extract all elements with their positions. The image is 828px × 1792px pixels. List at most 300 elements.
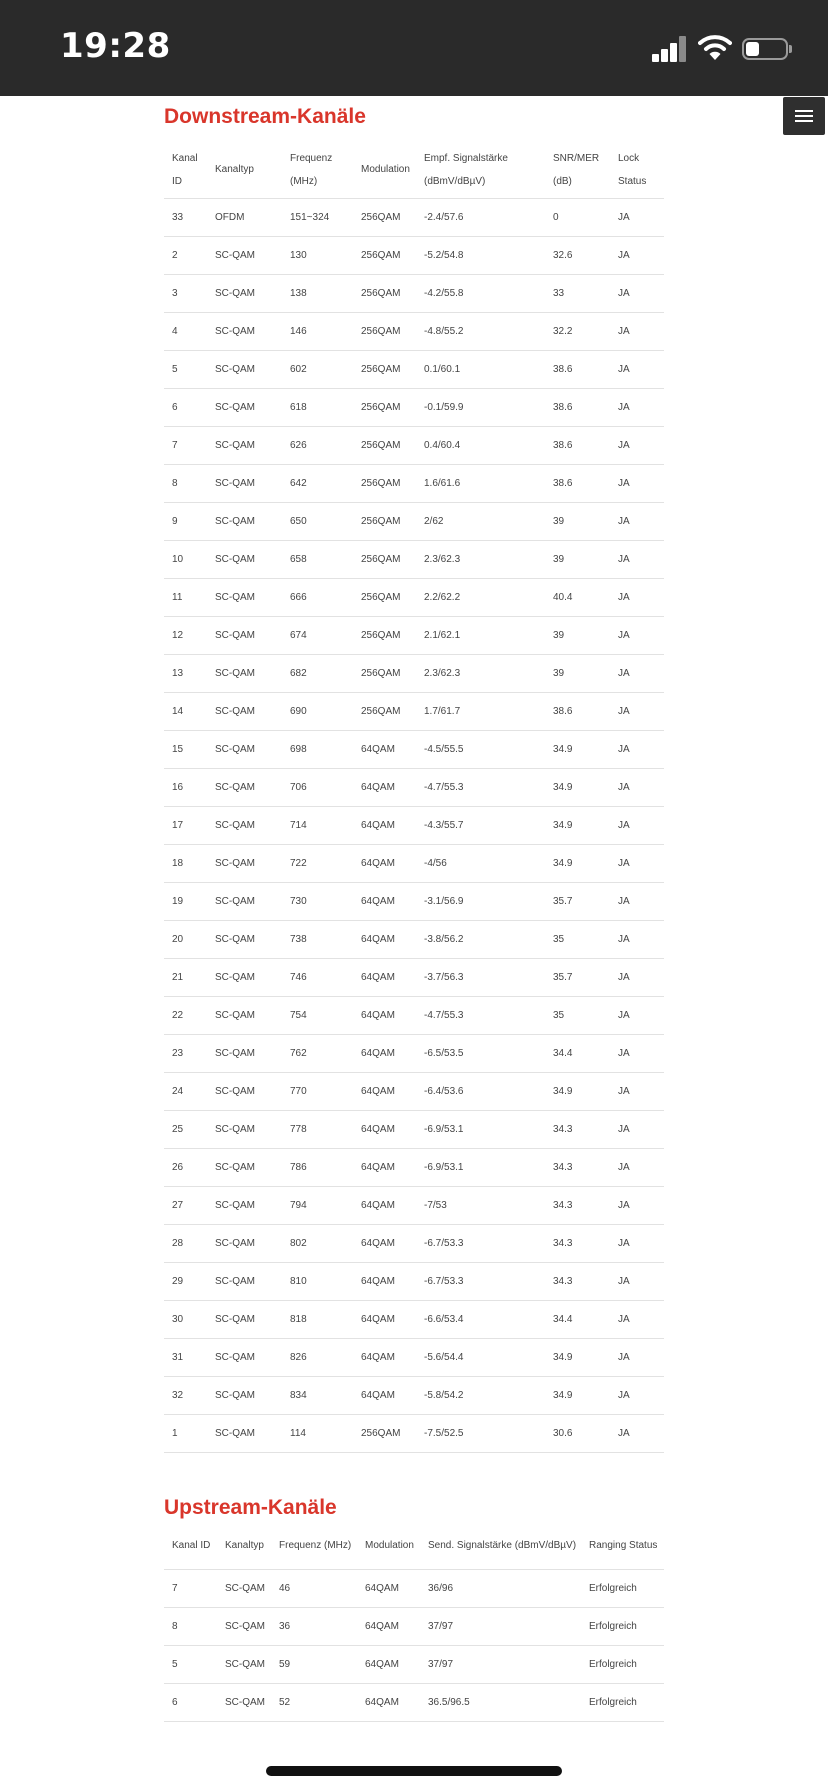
cell-kanaltyp: SC-QAM xyxy=(207,1414,282,1452)
cell-frequenz: 602 xyxy=(282,350,353,388)
table-row xyxy=(164,350,664,388)
cell-kanaltyp: SC-QAM xyxy=(207,274,282,312)
cell-kanal-id: 31 xyxy=(164,1338,207,1376)
cell-kanaltyp: SC-QAM xyxy=(217,1607,271,1645)
cell-lock-status: JA xyxy=(610,1186,664,1224)
cell-snr-mer: 34.4 xyxy=(545,1034,610,1072)
cell-snr-mer: 35.7 xyxy=(545,882,610,920)
upstream-header-row xyxy=(164,1523,664,1569)
table-row xyxy=(164,1338,664,1376)
cell-snr-mer: 34.3 xyxy=(545,1148,610,1186)
cell-lock-status: JA xyxy=(610,768,664,806)
table-row xyxy=(164,1645,664,1683)
cell-modulation: 64QAM xyxy=(357,1569,420,1607)
table-row xyxy=(164,1262,664,1300)
cell-signalstaerke: -3.8/56.2 xyxy=(416,920,545,958)
cell-ranging-status: Erfolgreich xyxy=(581,1645,664,1683)
cell-signalstaerke: 2.2/62.2 xyxy=(416,578,545,616)
cell-signalstaerke: -4.3/55.7 xyxy=(416,806,545,844)
cell-kanal-id: 12 xyxy=(164,616,207,654)
cell-lock-status: JA xyxy=(610,1034,664,1072)
cell-snr-mer: 0 xyxy=(545,198,610,236)
cell-signalstaerke: -6.9/53.1 xyxy=(416,1110,545,1148)
cell-kanaltyp: SC-QAM xyxy=(207,616,282,654)
cell-kanaltyp: SC-QAM xyxy=(207,730,282,768)
table-row xyxy=(164,616,664,654)
cell-frequenz: 834 xyxy=(282,1376,353,1414)
cell-frequenz: 618 xyxy=(282,388,353,426)
table-row xyxy=(164,920,664,958)
table-row xyxy=(164,426,664,464)
cell-modulation: 256QAM xyxy=(353,426,416,464)
cell-frequenz: 770 xyxy=(282,1072,353,1110)
cell-modulation: 64QAM xyxy=(353,1300,416,1338)
cell-frequenz: 682 xyxy=(282,654,353,692)
cell-snr-mer: 40.4 xyxy=(545,578,610,616)
cell-frequenz: 722 xyxy=(282,844,353,882)
cell-kanal-id: 7 xyxy=(164,426,207,464)
cell-frequenz: 36 xyxy=(271,1607,357,1645)
cell-kanal-id: 22 xyxy=(164,996,207,1034)
header-ranging-status: Ranging Status xyxy=(581,1523,664,1569)
cell-snr-mer: 34.3 xyxy=(545,1186,610,1224)
downstream-title: Downstream-Kanäle xyxy=(164,105,366,128)
cell-frequenz: 754 xyxy=(282,996,353,1034)
cell-kanal-id: 8 xyxy=(164,1607,217,1645)
cell-kanal-id: 18 xyxy=(164,844,207,882)
status-bar xyxy=(0,0,828,96)
cell-signalstaerke: -4.7/55.3 xyxy=(416,768,545,806)
cell-kanaltyp: SC-QAM xyxy=(207,502,282,540)
cell-snr-mer: 32.6 xyxy=(545,236,610,274)
cell-kanaltyp: SC-QAM xyxy=(207,350,282,388)
cell-signalstaerke: 37/97 xyxy=(420,1645,581,1683)
cell-snr-mer: 38.6 xyxy=(545,692,610,730)
cell-snr-mer: 34.3 xyxy=(545,1262,610,1300)
cell-modulation: 256QAM xyxy=(353,198,416,236)
cell-snr-mer: 34.9 xyxy=(545,1376,610,1414)
cell-snr-mer: 39 xyxy=(545,502,610,540)
table-row xyxy=(164,1110,664,1148)
cell-frequenz: 626 xyxy=(282,426,353,464)
table-row xyxy=(164,1072,664,1110)
cell-lock-status: JA xyxy=(610,236,664,274)
cell-modulation: 256QAM xyxy=(353,274,416,312)
cell-frequenz: 786 xyxy=(282,1148,353,1186)
cell-frequenz: 642 xyxy=(282,464,353,502)
downstream-header-row xyxy=(164,142,664,198)
cell-signalstaerke: -7.5/52.5 xyxy=(416,1414,545,1452)
cell-snr-mer: 39 xyxy=(545,540,610,578)
cell-kanaltyp: SC-QAM xyxy=(207,426,282,464)
cell-frequenz: 762 xyxy=(282,1034,353,1072)
table-row xyxy=(164,730,664,768)
cell-lock-status: JA xyxy=(610,464,664,502)
table-row xyxy=(164,996,664,1034)
cell-lock-status: JA xyxy=(610,1110,664,1148)
cell-snr-mer: 39 xyxy=(545,616,610,654)
header-kanal-id: Kanal ID xyxy=(164,1523,217,1569)
cell-lock-status: JA xyxy=(610,578,664,616)
cell-frequenz: 794 xyxy=(282,1186,353,1224)
cell-modulation: 64QAM xyxy=(353,882,416,920)
cell-frequenz: 706 xyxy=(282,768,353,806)
cell-signalstaerke: -5.6/54.4 xyxy=(416,1338,545,1376)
cell-kanal-id: 9 xyxy=(164,502,207,540)
cell-modulation: 64QAM xyxy=(353,768,416,806)
cell-kanaltyp: SC-QAM xyxy=(207,1148,282,1186)
cell-signalstaerke: 0.4/60.4 xyxy=(416,426,545,464)
cell-frequenz: 818 xyxy=(282,1300,353,1338)
table-row xyxy=(164,464,664,502)
cellular-signal-icon xyxy=(652,36,688,62)
table-row xyxy=(164,654,664,692)
cell-kanaltyp: SC-QAM xyxy=(207,312,282,350)
cell-signalstaerke: -7/53 xyxy=(416,1186,545,1224)
cell-modulation: 64QAM xyxy=(357,1645,420,1683)
cell-lock-status: JA xyxy=(610,1376,664,1414)
cell-signalstaerke: 36/96 xyxy=(420,1569,581,1607)
table-row xyxy=(164,198,664,236)
cell-modulation: 256QAM xyxy=(353,654,416,692)
cell-lock-status: JA xyxy=(610,312,664,350)
cell-kanaltyp: SC-QAM xyxy=(207,1262,282,1300)
cell-kanaltyp: SC-QAM xyxy=(217,1683,271,1721)
cell-lock-status: JA xyxy=(610,1300,664,1338)
cell-lock-status: JA xyxy=(610,654,664,692)
cell-snr-mer: 38.6 xyxy=(545,426,610,464)
cell-kanaltyp: SC-QAM xyxy=(207,236,282,274)
cell-snr-mer: 34.9 xyxy=(545,730,610,768)
cell-signalstaerke: -3.7/56.3 xyxy=(416,958,545,996)
cell-lock-status: JA xyxy=(610,1148,664,1186)
cell-lock-status: JA xyxy=(610,1414,664,1452)
cell-frequenz: 778 xyxy=(282,1110,353,1148)
cell-snr-mer: 34.9 xyxy=(545,1338,610,1376)
cell-ranging-status: Erfolgreich xyxy=(581,1607,664,1645)
cell-modulation: 256QAM xyxy=(353,388,416,426)
table-row xyxy=(164,692,664,730)
table-row xyxy=(164,312,664,350)
cell-kanaltyp: SC-QAM xyxy=(207,882,282,920)
cell-snr-mer: 34.9 xyxy=(545,806,610,844)
upstream-table xyxy=(164,1523,664,1722)
cell-modulation: 256QAM xyxy=(353,540,416,578)
cell-frequenz: 138 xyxy=(282,274,353,312)
cell-snr-mer: 30.6 xyxy=(545,1414,610,1452)
cell-lock-status: JA xyxy=(610,1072,664,1110)
cell-lock-status: JA xyxy=(610,730,664,768)
cell-modulation: 64QAM xyxy=(353,1186,416,1224)
cell-kanaltyp: SC-QAM xyxy=(207,540,282,578)
cell-lock-status: JA xyxy=(610,350,664,388)
cell-frequenz: 698 xyxy=(282,730,353,768)
cell-signalstaerke: -4.2/55.8 xyxy=(416,274,545,312)
cell-frequenz: 802 xyxy=(282,1224,353,1262)
cell-snr-mer: 38.6 xyxy=(545,388,610,426)
cell-frequenz: 826 xyxy=(282,1338,353,1376)
cell-ranging-status: Erfolgreich xyxy=(581,1683,664,1721)
cell-signalstaerke: -4/56 xyxy=(416,844,545,882)
cell-kanaltyp: OFDM xyxy=(207,198,282,236)
cell-kanaltyp: SC-QAM xyxy=(207,1300,282,1338)
cell-modulation: 256QAM xyxy=(353,350,416,388)
cell-frequenz: 650 xyxy=(282,502,353,540)
cell-kanal-id: 26 xyxy=(164,1148,207,1186)
cell-lock-status: JA xyxy=(610,540,664,578)
cell-snr-mer: 34.9 xyxy=(545,768,610,806)
cell-kanal-id: 32 xyxy=(164,1376,207,1414)
table-row xyxy=(164,1569,664,1607)
cell-modulation: 64QAM xyxy=(353,1110,416,1148)
cell-snr-mer: 35 xyxy=(545,996,610,1034)
cell-signalstaerke: -6.7/53.3 xyxy=(416,1224,545,1262)
cell-modulation: 256QAM xyxy=(353,236,416,274)
cell-kanal-id: 29 xyxy=(164,1262,207,1300)
cell-signalstaerke: 2.1/62.1 xyxy=(416,616,545,654)
cell-signalstaerke: 37/97 xyxy=(420,1607,581,1645)
cell-snr-mer: 34.9 xyxy=(545,844,610,882)
cell-signalstaerke: -4.7/55.3 xyxy=(416,996,545,1034)
cell-lock-status: JA xyxy=(610,1224,664,1262)
cell-kanaltyp: SC-QAM xyxy=(207,1338,282,1376)
cell-kanaltyp: SC-QAM xyxy=(207,1034,282,1072)
cell-signalstaerke: 1.6/61.6 xyxy=(416,464,545,502)
table-row xyxy=(164,768,664,806)
cell-modulation: 64QAM xyxy=(353,844,416,882)
cell-kanaltyp: SC-QAM xyxy=(207,1224,282,1262)
downstream-table xyxy=(164,142,664,1453)
cell-kanal-id: 2 xyxy=(164,236,207,274)
cell-kanal-id: 5 xyxy=(164,1645,217,1683)
table-row xyxy=(164,1034,664,1072)
cell-kanaltyp: SC-QAM xyxy=(207,958,282,996)
header-signalstaerke: Send. Signalstärke (dBmV/dBµV) xyxy=(420,1523,581,1569)
cell-kanaltyp: SC-QAM xyxy=(207,996,282,1034)
cell-frequenz: 666 xyxy=(282,578,353,616)
table-row xyxy=(164,502,664,540)
cell-signalstaerke: -3.1/56.9 xyxy=(416,882,545,920)
cell-signalstaerke: 2.3/62.3 xyxy=(416,654,545,692)
wifi-icon xyxy=(698,34,732,62)
cell-frequenz: 690 xyxy=(282,692,353,730)
table-row xyxy=(164,1300,664,1338)
cell-modulation: 64QAM xyxy=(353,920,416,958)
cell-modulation: 64QAM xyxy=(353,1224,416,1262)
table-row xyxy=(164,1607,664,1645)
table-row xyxy=(164,388,664,426)
cell-snr-mer: 39 xyxy=(545,654,610,692)
header-signalstaerke: Empf. Signalstärke (dBmV/dBµV) xyxy=(416,142,545,198)
status-time: 19:28 xyxy=(60,26,171,66)
cell-kanaltyp: SC-QAM xyxy=(207,1110,282,1148)
cell-frequenz: 46 xyxy=(271,1569,357,1607)
table-row xyxy=(164,844,664,882)
cell-modulation: 64QAM xyxy=(353,806,416,844)
cell-kanal-id: 6 xyxy=(164,388,207,426)
cell-lock-status: JA xyxy=(610,806,664,844)
header-kanaltyp: Kanaltyp xyxy=(217,1523,271,1569)
cell-modulation: 256QAM xyxy=(353,578,416,616)
cell-frequenz: 146 xyxy=(282,312,353,350)
cell-snr-mer: 34.4 xyxy=(545,1300,610,1338)
table-row xyxy=(164,882,664,920)
cell-lock-status: JA xyxy=(610,502,664,540)
cell-lock-status: JA xyxy=(610,882,664,920)
cell-kanal-id: 27 xyxy=(164,1186,207,1224)
cell-signalstaerke: -6.4/53.6 xyxy=(416,1072,545,1110)
table-row xyxy=(164,578,664,616)
cell-kanal-id: 16 xyxy=(164,768,207,806)
header-kanaltyp: Kanaltyp xyxy=(207,142,282,198)
cell-snr-mer: 35 xyxy=(545,920,610,958)
cell-signalstaerke: 2.3/62.3 xyxy=(416,540,545,578)
cell-frequenz: 730 xyxy=(282,882,353,920)
cell-signalstaerke: 1.7/61.7 xyxy=(416,692,545,730)
cell-signalstaerke: 0.1/60.1 xyxy=(416,350,545,388)
cell-modulation: 64QAM xyxy=(353,1376,416,1414)
cell-lock-status: JA xyxy=(610,1338,664,1376)
cell-kanaltyp: SC-QAM xyxy=(207,806,282,844)
cell-kanal-id: 10 xyxy=(164,540,207,578)
cell-modulation: 256QAM xyxy=(353,502,416,540)
cell-frequenz: 738 xyxy=(282,920,353,958)
header-frequenz: Frequenz (MHz) xyxy=(282,142,353,198)
cell-kanaltyp: SC-QAM xyxy=(217,1569,271,1607)
cell-modulation: 64QAM xyxy=(353,1338,416,1376)
cell-lock-status: JA xyxy=(610,388,664,426)
cell-frequenz: 52 xyxy=(271,1683,357,1721)
cell-modulation: 64QAM xyxy=(353,730,416,768)
cell-frequenz: 59 xyxy=(271,1645,357,1683)
cell-modulation: 64QAM xyxy=(353,1262,416,1300)
cell-kanal-id: 14 xyxy=(164,692,207,730)
cell-snr-mer: 34.3 xyxy=(545,1110,610,1148)
cell-signalstaerke: -6.9/53.1 xyxy=(416,1148,545,1186)
cell-lock-status: JA xyxy=(610,274,664,312)
cell-ranging-status: Erfolgreich xyxy=(581,1569,664,1607)
cell-signalstaerke: -4.8/55.2 xyxy=(416,312,545,350)
cell-kanaltyp: SC-QAM xyxy=(207,1072,282,1110)
cell-kanaltyp: SC-QAM xyxy=(207,464,282,502)
cell-kanal-id: 6 xyxy=(164,1683,217,1721)
cell-modulation: 64QAM xyxy=(357,1607,420,1645)
cell-kanal-id: 17 xyxy=(164,806,207,844)
cell-snr-mer: 35.7 xyxy=(545,958,610,996)
battery-icon xyxy=(742,38,788,60)
cell-kanaltyp: SC-QAM xyxy=(207,1186,282,1224)
cell-signalstaerke: -0.1/59.9 xyxy=(416,388,545,426)
cell-lock-status: JA xyxy=(610,198,664,236)
header-lock-status: Lock Status xyxy=(610,142,664,198)
cell-kanal-id: 23 xyxy=(164,1034,207,1072)
cell-lock-status: JA xyxy=(610,426,664,464)
cell-modulation: 256QAM xyxy=(353,692,416,730)
cell-kanal-id: 5 xyxy=(164,350,207,388)
header-snr-mer: SNR/MER (dB) xyxy=(545,142,610,198)
cell-kanal-id: 7 xyxy=(164,1569,217,1607)
cell-signalstaerke: 36.5/96.5 xyxy=(420,1683,581,1721)
cell-snr-mer: 34.9 xyxy=(545,1072,610,1110)
table-row xyxy=(164,1683,664,1721)
cell-kanaltyp: SC-QAM xyxy=(207,768,282,806)
cell-frequenz: 114 xyxy=(282,1414,353,1452)
cell-lock-status: JA xyxy=(610,844,664,882)
cell-kanal-id: 20 xyxy=(164,920,207,958)
cell-signalstaerke: -5.2/54.8 xyxy=(416,236,545,274)
cell-lock-status: JA xyxy=(610,920,664,958)
header-kanal-id: Kanal ID xyxy=(164,142,207,198)
cell-kanal-id: 4 xyxy=(164,312,207,350)
downstream-rows xyxy=(164,198,664,1452)
cell-lock-status: JA xyxy=(610,1262,664,1300)
cell-snr-mer: 32.2 xyxy=(545,312,610,350)
cell-kanal-id: 15 xyxy=(164,730,207,768)
cell-kanaltyp: SC-QAM xyxy=(207,844,282,882)
cell-kanal-id: 13 xyxy=(164,654,207,692)
cell-kanaltyp: SC-QAM xyxy=(207,1376,282,1414)
cell-modulation: 64QAM xyxy=(353,958,416,996)
cell-snr-mer: 38.6 xyxy=(545,464,610,502)
upstream-title: Upstream-Kanäle xyxy=(164,1496,337,1519)
cell-kanal-id: 25 xyxy=(164,1110,207,1148)
cell-modulation: 64QAM xyxy=(353,996,416,1034)
cell-signalstaerke: -6.7/53.3 xyxy=(416,1262,545,1300)
header-modulation: Modulation xyxy=(353,142,416,198)
cell-kanaltyp: SC-QAM xyxy=(207,692,282,730)
cell-signalstaerke: -4.5/55.5 xyxy=(416,730,545,768)
cell-kanal-id: 30 xyxy=(164,1300,207,1338)
table-row xyxy=(164,1414,664,1452)
home-indicator xyxy=(266,1766,562,1776)
cell-frequenz: 674 xyxy=(282,616,353,654)
cell-modulation: 64QAM xyxy=(353,1072,416,1110)
cell-signalstaerke: 2/62 xyxy=(416,502,545,540)
cell-kanal-id: 3 xyxy=(164,274,207,312)
menu-icon xyxy=(795,110,813,112)
cell-kanal-id: 24 xyxy=(164,1072,207,1110)
table-row xyxy=(164,236,664,274)
table-row xyxy=(164,1224,664,1262)
table-row xyxy=(164,274,664,312)
table-row xyxy=(164,958,664,996)
cell-modulation: 256QAM xyxy=(353,616,416,654)
table-row xyxy=(164,1376,664,1414)
cell-lock-status: JA xyxy=(610,958,664,996)
cell-frequenz: 746 xyxy=(282,958,353,996)
cell-frequenz: 810 xyxy=(282,1262,353,1300)
cell-signalstaerke: -5.8/54.2 xyxy=(416,1376,545,1414)
cell-lock-status: JA xyxy=(610,692,664,730)
cell-kanal-id: 21 xyxy=(164,958,207,996)
cell-frequenz: 151~324 xyxy=(282,198,353,236)
table-row xyxy=(164,1148,664,1186)
cell-modulation: 64QAM xyxy=(353,1034,416,1072)
cell-snr-mer: 38.6 xyxy=(545,350,610,388)
cell-lock-status: JA xyxy=(610,616,664,654)
upstream-rows xyxy=(164,1569,664,1721)
cell-kanal-id: 19 xyxy=(164,882,207,920)
menu-button[interactable] xyxy=(783,97,825,135)
cell-kanaltyp: SC-QAM xyxy=(207,920,282,958)
cell-snr-mer: 34.3 xyxy=(545,1224,610,1262)
cell-kanal-id: 28 xyxy=(164,1224,207,1262)
cell-frequenz: 658 xyxy=(282,540,353,578)
cell-lock-status: JA xyxy=(610,996,664,1034)
cell-modulation: 64QAM xyxy=(357,1683,420,1721)
cell-modulation: 256QAM xyxy=(353,464,416,502)
cell-frequenz: 714 xyxy=(282,806,353,844)
